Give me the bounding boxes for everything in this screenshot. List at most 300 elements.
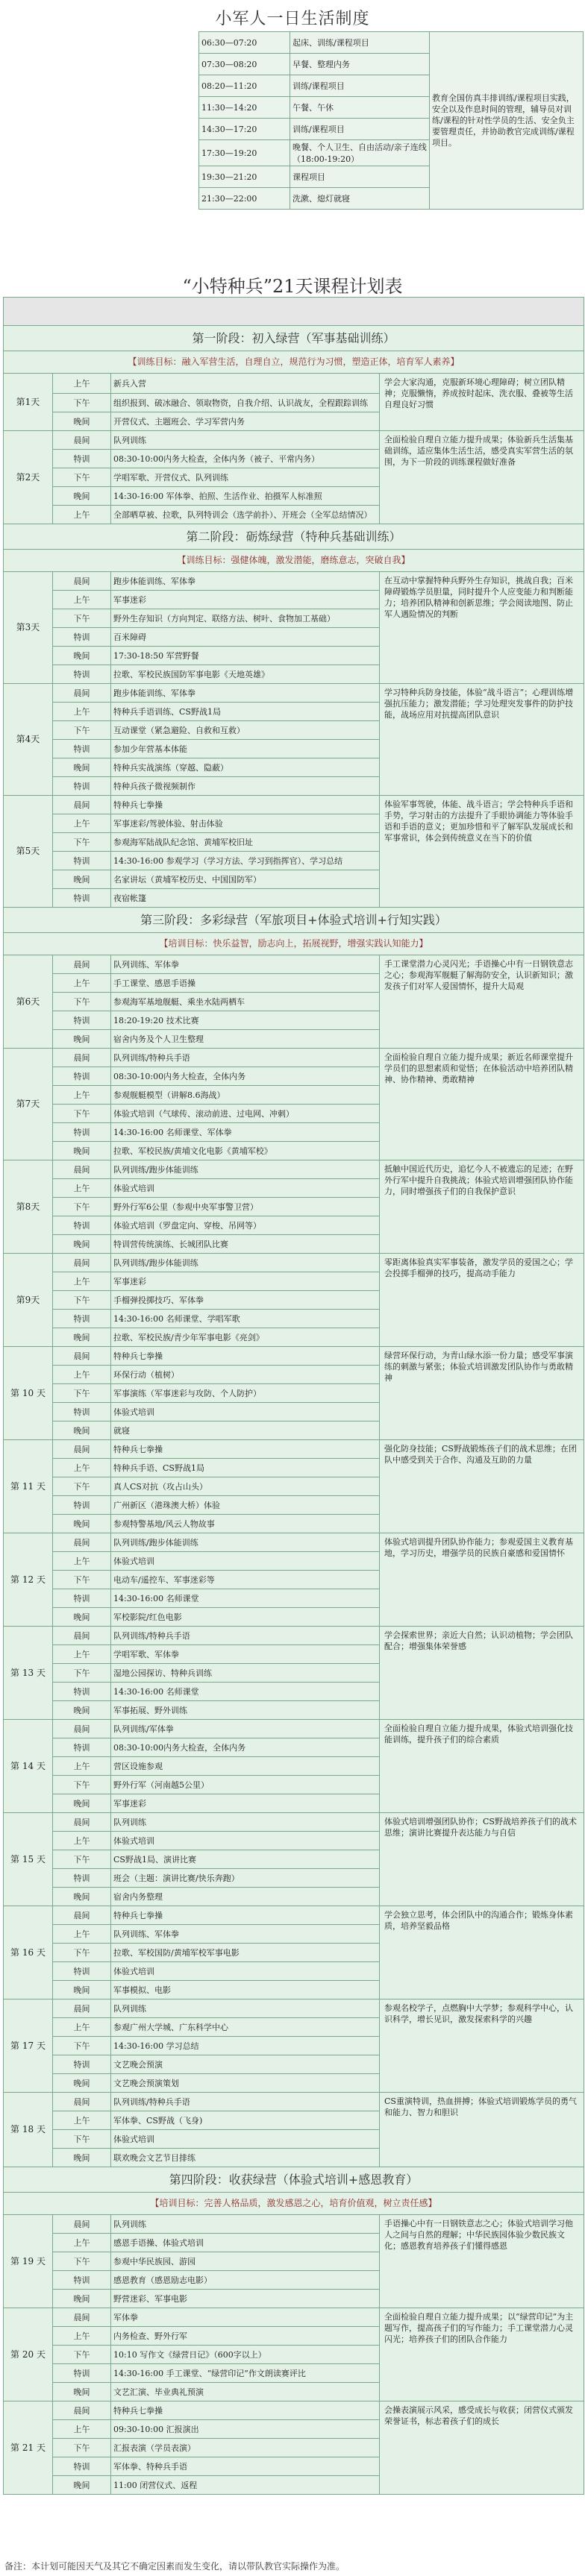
activity-cell: 14:30-16:00 名师课堂、学唱军歌 <box>111 1310 380 1328</box>
schedule-activity: 早餐、整理内务 <box>290 54 430 75</box>
activity-cell: 文艺汇演、毕业典礼预演 <box>111 2383 380 2401</box>
activity-cell: 文艺晚会预演策划 <box>111 2074 380 2093</box>
period-label: 晚间 <box>53 1515 111 1533</box>
activity-cell: CS野战1局、演讲比赛 <box>111 1850 380 1869</box>
schedule-time: 06:30—07:20 <box>199 32 290 54</box>
day-note: 全面检验自理自立能力提升成果，体验式培训强化技能训练，提升孩子们的综合素质 <box>380 1720 584 1813</box>
period-label: 特训 <box>53 1011 111 1030</box>
phase-title: 第一阶段：初入绿营（军事基础训练） <box>4 326 584 351</box>
day-label: 第 10 天 <box>4 1347 53 1440</box>
activity-cell: 特种兵七拳操 <box>111 796 380 814</box>
activity-cell: 环保行动（植树） <box>111 1366 380 1384</box>
activity-cell: 队列训练/跑步体能训练 <box>111 1160 380 1179</box>
activity-cell: 队列训练 <box>111 1999 380 2018</box>
footer-note: 备注：本计划可能因天气及其它不确定因素而发生变化，请以带队教官实际操作为准。 <box>4 2561 345 2572</box>
day-label: 第 13 天 <box>4 1627 53 1720</box>
day-note: 全面检验自理自立能力提升成果；新近名师课堂提升学员们的思想素质和觉悟；在体验活动中培养团队精神、协作精神、勇敢精神 <box>380 1049 584 1160</box>
period-label: 晨间 <box>53 431 111 450</box>
phase-title: 第三阶段：多彩绿营（军旅项目+体验式培训+行知实践） <box>4 908 584 933</box>
activity-cell: 队列训练、军体拳 <box>111 955 380 974</box>
activity-cell: 特种兵七拳操 <box>111 1906 380 1925</box>
activity-cell: 真人CS对抗（攻占山头） <box>111 1477 380 1496</box>
day-note: 体验军事驾驶，体能、战斗语言；学会特种兵手语和手势，学习射击的方法提升了手眼协调能力等体验手语和手语的意义；更加珍惜和平了解军队发展成长和军事常识，体会到传统意义在当下的价值 <box>380 796 584 908</box>
period-label: 晨间 <box>53 2308 111 2327</box>
period-label: 特训 <box>53 1683 111 1701</box>
activity-cell: 队列训练/军体拳 <box>111 1720 380 1738</box>
activity-cell: 拉歌、军校民族/青少年军事电影《亮剑》 <box>111 1328 380 1347</box>
period-label: 上午 <box>53 1086 111 1105</box>
day-label: 第 14 天 <box>4 1720 53 1813</box>
day-note: 参观名校学子，点燃胸中大学梦；参观科学中心，认识科学，增长见识，激发探索科学的兴趣 <box>380 1999 584 2093</box>
period-label: 特训 <box>53 852 111 870</box>
period-label: 下午 <box>53 1105 111 1123</box>
period-label: 晚间 <box>53 487 111 506</box>
activity-cell: 跑步体能训练、军体拳 <box>111 684 380 703</box>
period-label: 下午 <box>53 1571 111 1589</box>
schedule-time: 19:30—21:20 <box>199 166 290 188</box>
activity-cell: 体验式培训 <box>111 1552 380 1571</box>
activity-cell: 队列训练、军体拳 <box>111 1925 380 1944</box>
activity-cell: 体验式培训 <box>111 2130 380 2149</box>
schedule-activity: 训练/课程项目 <box>290 119 430 140</box>
activity-cell: 14:30-16:00 名师课堂 <box>111 1683 380 1701</box>
activity-cell: 体验式培训 <box>111 1832 380 1850</box>
day-note: 学会探索世界；亲近大自然；认识动植物；学会团队配合；增强集体荣誉感 <box>380 1627 584 1720</box>
course-row <box>4 1440 584 1459</box>
schedule-time: 07:30—08:20 <box>199 54 290 75</box>
period-label: 上午 <box>53 1366 111 1384</box>
activity-cell: 野外行军（河南越5公里） <box>111 1776 380 1794</box>
period-label: 晨间 <box>53 2401 111 2420</box>
period-label: 下午 <box>53 1944 111 1962</box>
activity-cell: 队列训练/特种兵手语 <box>111 2093 380 2111</box>
period-label: 下午 <box>53 721 111 740</box>
period-label: 特训 <box>53 1123 111 1142</box>
activity-cell: 军体拳 <box>111 2308 380 2327</box>
period-label: 上午 <box>53 814 111 833</box>
activity-cell: 队列训练 <box>111 431 380 450</box>
activity-cell: 14:30-16:00 名师课堂 <box>111 1589 380 1608</box>
activity-cell: 特种兵七拳操 <box>111 2401 380 2420</box>
activity-cell: 08:30-10:00内务大检查，全体内务（被子、平常内务） <box>111 450 380 468</box>
day-label: 第 11 天 <box>4 1440 53 1533</box>
schedule-time: 21:30—22:00 <box>199 188 290 210</box>
period-label: 特训 <box>53 2055 111 2074</box>
period-label: 特训 <box>53 1310 111 1328</box>
activity-cell: 学唱军歌、军体拳 <box>111 1645 380 1664</box>
period-label: 晚间 <box>53 1608 111 1627</box>
period-label: 特训 <box>53 2364 111 2383</box>
period-label: 特训 <box>53 628 111 647</box>
activity-cell: 名家讲坛（黄埔军校历史、中国国防军） <box>111 870 380 889</box>
course-row <box>4 1049 584 1067</box>
activity-cell: 军事迷彩 <box>111 591 380 609</box>
day-label: 第 12 天 <box>4 1533 53 1627</box>
activity-cell: 特种兵七拳操 <box>111 1347 380 1366</box>
activity-cell: 班会（主题：演讲比赛/快乐奔跑） <box>111 1869 380 1888</box>
header-band <box>4 298 584 326</box>
period-label: 晚间 <box>53 870 111 889</box>
course-row <box>4 374 584 394</box>
course-row <box>4 1906 584 1925</box>
activity-cell: 特种兵实战演练（穿越、隐蔽） <box>111 758 380 777</box>
day-note: 在互动中掌握特种兵野外生存知识，挑战自我；百米障碍锻炼学员胆量，同时提升个人应变能力和判断能力；培养团队精神和创新思维；学会阅读地图、防止军人遇险情况的判断 <box>380 572 584 684</box>
period-label: 特训 <box>53 1067 111 1086</box>
period-label: 晚间 <box>53 1328 111 1347</box>
course-row <box>4 2093 584 2111</box>
activity-cell: 军事模拟、电影 <box>111 1981 380 1999</box>
period-label: 晚间 <box>53 2074 111 2093</box>
period-label: 上午 <box>53 703 111 721</box>
activity-cell: 08:30-10:00内务大检查，全体内务 <box>111 1738 380 1757</box>
day-label: 第2天 <box>4 431 53 524</box>
period-label: 晨间 <box>53 1160 111 1179</box>
day-label: 第3天 <box>4 572 53 684</box>
period-label: 晨间 <box>53 1813 111 1832</box>
activity-cell: 夜宿帐篷 <box>111 889 380 908</box>
course-row <box>4 431 584 450</box>
period-label: 上午 <box>53 1272 111 1291</box>
period-label: 下午 <box>53 2346 111 2364</box>
activity-cell: 野外行军6公里（参观中央军事警卫营） <box>111 1198 380 1216</box>
activity-cell: 参观海军陆战队纪念馆、黄埔军校旧址 <box>111 833 380 852</box>
activity-cell: 电动车/遥控车、军事迷彩等 <box>111 1571 380 1589</box>
period-label: 晨间 <box>53 955 111 974</box>
period-label: 下午 <box>53 1291 111 1310</box>
activity-cell: 营区设施参观 <box>111 1757 380 1776</box>
period-label: 上午 <box>53 1459 111 1477</box>
activity-cell: 军事迷彩 <box>111 1794 380 1813</box>
schedule-activity: 起床、训练/课程项目 <box>290 32 430 54</box>
period-label: 晨间 <box>53 1627 111 1645</box>
day-note: 体验式培训提升团队协作能力；参观爱国主义教育基地，学习历史，增强学员的民族自豪感和爱国情怀 <box>380 1533 584 1627</box>
activity-cell: 野外生存知识（方向判定、联络方法、树叶、食物加工基础） <box>111 609 380 628</box>
period-label: 晚间 <box>53 412 111 431</box>
period-label: 晚间 <box>53 1888 111 1906</box>
activity-cell: 14:30-16:00 手工课堂、“绿营印记”作文朗读赛评比 <box>111 2364 380 2383</box>
schedule-time: 11:30—14:20 <box>199 97 290 119</box>
activity-cell: 内务检查、野外行军 <box>111 2327 380 2346</box>
activity-cell: 学唱军歌、开营仪式、队列训练 <box>111 468 380 487</box>
day-label: 第 20 天 <box>4 2308 53 2401</box>
day-label: 第4天 <box>4 684 53 796</box>
period-label: 上午 <box>53 1925 111 1944</box>
activity-cell: 手工课堂、感恩手语操 <box>111 974 380 993</box>
period-label: 晨间 <box>53 1720 111 1738</box>
course-title: “小特种兵”21天课程计划表 <box>182 276 403 297</box>
activity-cell: 体验式培训（罗盘定向、穿梭、吊网等） <box>111 1216 380 1235</box>
activity-cell: 队列训练/特种兵手语 <box>111 1627 380 1645</box>
day-note: 绿营环保行动，为青山绿水添一份力量；感受军事演练的刺激与紧张；体验式培训激发团队协作与勇敢精神 <box>380 1347 584 1440</box>
period-label: 晨间 <box>53 1440 111 1459</box>
period-label: 特训 <box>53 1738 111 1757</box>
activity-cell: 特种兵七拳操 <box>111 1440 380 1459</box>
activity-cell: 汇报表演（学员表演） <box>111 2439 380 2457</box>
day-note: 学会大家沟通，克服新环境心理障碍；树立团队精神；克服懒惰，养成按时起床、洗衣服、叠被等生活自理良好习惯 <box>380 374 584 431</box>
period-label: 上午 <box>53 974 111 993</box>
day-note: 学习特种兵防身技能，体验“战斗语言”；心理训练增强抗压能力；激发潜能；学习处理突发事件的防护技能，战场应用对抗提高团队意识 <box>380 684 584 796</box>
activity-cell: 队列训练 <box>111 1813 380 1832</box>
phase-goal: 【培训目标：快乐益智，励志向上，拓展视野，增强实践认知能力】 <box>4 933 584 955</box>
activity-cell: 野营迷彩、军事电影 <box>111 2290 380 2308</box>
period-label: 晨间 <box>53 1347 111 1366</box>
period-label: 晨间 <box>53 572 111 591</box>
schedule-note: 教育全国仿真丰排训练/课程项目实践，安全以及作息时间的管理，辅导员对训练/课程的针对性学员的生活、安全负主要管理责任，并协助教官完成训练/课程项目。 <box>430 32 584 210</box>
period-label: 晚间 <box>53 2290 111 2308</box>
course-row <box>4 1999 584 2018</box>
activity-cell: 14:30-16:00 名师课堂、军体拳 <box>111 1123 380 1142</box>
phase-goal: 【训练目标：强健体魄，激发潜能，磨练意志，突破自我】 <box>4 550 584 572</box>
activity-cell: 军事演练（军事迷彩与攻防、个人防护） <box>111 1384 380 1403</box>
period-label: 上午 <box>53 591 111 609</box>
period-label: 晚间 <box>53 1421 111 1440</box>
activity-cell: 特训营传统演练、长城团队比赛 <box>111 1235 380 1254</box>
activity-cell: 拉歌、军校国防/黄埔军校军事电影 <box>111 1944 380 1962</box>
day-note: 学会独立思考，体会团队中的沟通合作；锻炼身体素质，培养坚毅品格 <box>380 1906 584 1999</box>
period-label: 下午 <box>53 1198 111 1216</box>
activity-cell: 14:30-16:00 参观学习（学习方法、学习到指挥官）、学习总结 <box>111 852 380 870</box>
period-label: 晨间 <box>53 1254 111 1272</box>
activity-cell: 互动课堂（紧急避险、自救和互救） <box>111 721 380 740</box>
period-label: 晚间 <box>53 1142 111 1160</box>
activity-cell: 参观广州大学城、广东科学中心 <box>111 2018 380 2037</box>
activity-cell: 全部晒草被、拉歌，队列特训会（选学前扑）、开班会（全军总结情况） <box>111 506 380 524</box>
period-label: 晨间 <box>53 1533 111 1552</box>
schedule-time: 08:20—11:20 <box>199 75 290 97</box>
activity-cell: 军事拓展、野外训练 <box>111 1701 380 1720</box>
activity-cell: 感恩教育（感恩励志电影） <box>111 2271 380 2290</box>
period-label: 上午 <box>53 1645 111 1664</box>
activity-cell: 联欢晚会文艺节目排练 <box>111 2149 380 2167</box>
phase-goal: 【培训目标：完善人格品质，激发感恩之心，培育价值观，树立责任感】 <box>4 2193 584 2215</box>
activity-cell: 特种兵孩子微视频制作 <box>111 777 380 796</box>
schedule-activity: 课程项目 <box>290 166 430 188</box>
period-label: 晨间 <box>53 684 111 703</box>
period-label: 下午 <box>53 993 111 1011</box>
day-label: 第1天 <box>4 374 53 431</box>
schedule-title: 小军人一日生活制度 <box>215 10 370 28</box>
period-label: 下午 <box>53 1850 111 1869</box>
day-note: 手语操心中有一日钢铁意志之心；体验式培训学习他人之间与自然的理解；中华民族园体验少数民族文化；感恩教育培养孩子们懂得感恩 <box>380 2215 584 2308</box>
schedule-activity: 训练/课程项目 <box>290 75 430 97</box>
activity-cell: 参观中华民族园、游园 <box>111 2252 380 2271</box>
period-label: 晚间 <box>53 2476 111 2495</box>
day-label: 第 21 天 <box>4 2401 53 2495</box>
activity-cell: 体验式培训（气球传、滚动前进、过电网、冲刺） <box>111 1105 380 1123</box>
day-note: CS重演特训，热血拼搏；体验式培训锻炼学员的勇气和能力、智力和胆识 <box>380 2093 584 2167</box>
day-note: 会操表演展示风采，感受成长与收获；闭营仪式颁发荣誉证书，标志着孩子们的成长 <box>380 2401 584 2495</box>
activity-cell: 拉歌、军校民族国防军事电影《天地英雄》 <box>111 665 380 684</box>
course-row <box>4 1533 584 1552</box>
period-label: 下午 <box>53 2037 111 2055</box>
period-label: 特训 <box>53 2271 111 2290</box>
activity-cell: 文艺晚会预演 <box>111 2055 380 2074</box>
activity-cell: 队列训练/跑步体能训练 <box>111 1254 380 1272</box>
period-label: 特训 <box>53 1589 111 1608</box>
activity-cell: 队列训练 <box>111 2215 380 2234</box>
period-label: 下午 <box>53 2439 111 2457</box>
period-label: 特训 <box>53 1403 111 1421</box>
activity-cell: 开营仪式、主题班会、学习军营内务 <box>111 412 380 431</box>
period-label: 上午 <box>53 2234 111 2252</box>
period-label: 晨间 <box>53 1906 111 1925</box>
day-label: 第7天 <box>4 1049 53 1160</box>
period-label: 上午 <box>53 1757 111 1776</box>
period-label: 特训 <box>53 1869 111 1888</box>
period-label: 下午 <box>53 833 111 852</box>
activity-cell: 参观海军基地舰艇、乘坐水陆两栖车 <box>111 993 380 1011</box>
period-label: 下午 <box>53 1776 111 1794</box>
course-row <box>4 796 584 814</box>
schedule-activity: 洗漱、熄灯就寝 <box>290 188 430 210</box>
activity-cell: 参观舰艇模型（讲解8.6海战） <box>111 1086 380 1105</box>
period-label: 上午 <box>53 2420 111 2439</box>
activity-cell: 14:30-16:00 学习总结 <box>111 2037 380 2055</box>
period-label: 晨间 <box>53 796 111 814</box>
period-label: 上午 <box>53 374 111 394</box>
activity-cell: 手榴弹投掷技巧、军体拳 <box>111 1291 380 1310</box>
day-note: 强化防身技能；CS野战锻炼孩子们的战术思维；在团队中感受到关于合作、沟通及互助的力量 <box>380 1440 584 1533</box>
period-label: 晚间 <box>53 2149 111 2167</box>
course-row <box>4 2215 584 2234</box>
activity-cell: 队列训练/特种兵手语 <box>111 1049 380 1067</box>
course-row <box>4 2401 584 2420</box>
period-label: 下午 <box>53 1664 111 1683</box>
day-note: 体验式培训增强团队协作；CS野战培养孩子们的战术思维；演讲比赛提升表达能力与自信 <box>380 1813 584 1906</box>
day-note: 全面检验自理自立能力提升成果；体验新兵生活集基础训练，适应集体生活生活，感受真实军营生活的氛围，为下一阶段的训练课程做好准备 <box>380 431 584 524</box>
activity-cell: 14:30-16:00 军体拳、拍照、生活作业、拍摄军人标准照 <box>111 487 380 506</box>
activity-cell: 感恩手语操、体验式培训 <box>111 2234 380 2252</box>
day-label: 第 19 天 <box>4 2215 53 2308</box>
activity-cell: 组织报到、破冰融合、领取物资，自我介绍、认识战友，全程跟踪训练 <box>111 394 380 412</box>
day-label: 第8天 <box>4 1160 53 1254</box>
activity-cell: 体验式培训 <box>111 1179 380 1198</box>
period-label: 特训 <box>53 2457 111 2476</box>
day-note: 手工课堂潜力心灵闪光；手语操心中有一日钢铁意志之心；参观海军舰艇了解海防安全，认识新知识；激发孩子们对军人爱国情怀，提升大局观 <box>380 955 584 1049</box>
activity-cell: 参观特警基地/风云人物故事 <box>111 1515 380 1533</box>
activity-cell: 特种兵手语、CS野战1局 <box>111 1459 380 1477</box>
activity-cell: 湿地公园探访、特种兵训练 <box>111 1664 380 1683</box>
period-label: 晚间 <box>53 1794 111 1813</box>
activity-cell: 09:30-10:00 汇报演出 <box>111 2420 380 2439</box>
period-label: 特训 <box>53 889 111 908</box>
activity-cell: 跑步体能训练、军体拳 <box>111 572 380 591</box>
activity-cell: 10:10 写作文《绿营日记》（600字以上） <box>111 2346 380 2364</box>
period-label: 下午 <box>53 2252 111 2271</box>
period-label: 上午 <box>53 1832 111 1850</box>
day-label: 第9天 <box>4 1254 53 1347</box>
day-label: 第 18 天 <box>4 2093 53 2167</box>
period-label: 晚间 <box>53 758 111 777</box>
period-label: 特训 <box>53 1216 111 1235</box>
activity-cell: 拉歌、军校民族/黄埔文化电影《黄埔军校》 <box>111 1142 380 1160</box>
course-row <box>4 1627 584 1645</box>
activity-cell: 宿舍内务整理 <box>111 1888 380 1906</box>
period-label: 下午 <box>53 2130 111 2149</box>
schedule-time: 14:30—17:20 <box>199 119 290 140</box>
period-label: 特训 <box>53 1962 111 1981</box>
schedule-activity: 晚餐、个人卫生、自由活动/亲子连线（18:00-19:20） <box>290 140 430 166</box>
period-label: 上午 <box>53 2018 111 2037</box>
schedule-row <box>199 32 584 54</box>
period-label: 晚间 <box>53 1981 111 1999</box>
period-label: 晚间 <box>53 1701 111 1720</box>
period-label: 上午 <box>53 1552 111 1571</box>
day-label: 第5天 <box>4 796 53 908</box>
period-label: 下午 <box>53 468 111 487</box>
period-label: 特训 <box>53 1496 111 1515</box>
course-plan-table <box>3 297 584 2495</box>
period-label: 晨间 <box>53 1999 111 2018</box>
period-label: 下午 <box>53 1384 111 1403</box>
period-label: 晚间 <box>53 1030 111 1049</box>
day-note: 零距离体验真实军事装备，激发学员的爱国之心；学会投掷手榴弹的技巧，提高动手能力 <box>380 1254 584 1347</box>
activity-cell: 军校影院/红色电影 <box>111 1608 380 1627</box>
day-label: 第 16 天 <box>4 1906 53 1999</box>
period-label: 下午 <box>53 394 111 412</box>
day-label: 第 15 天 <box>4 1813 53 1906</box>
activity-cell: 特种兵手语训练、CS野战1局 <box>111 703 380 721</box>
activity-cell: 体验式培训 <box>111 1962 380 1981</box>
course-row <box>4 1347 584 1366</box>
course-row <box>4 1254 584 1272</box>
course-row <box>4 1813 584 1832</box>
period-label: 上午 <box>53 506 111 524</box>
period-label: 晚间 <box>53 2383 111 2401</box>
period-label: 上午 <box>53 2327 111 2346</box>
course-row <box>4 1720 584 1738</box>
activity-cell: 军体拳、特种兵手语 <box>111 2457 380 2476</box>
day-note: 全面检验自理自立能力提升成果；以“绿营印记”为主题写作，提高孩子们的写作能力；手工课堂潜力心灵闪光；培养孩子们的团队合作能力 <box>380 2308 584 2401</box>
phase-title: 第二阶段：砺炼绿营（特种兵基础训练） <box>4 524 584 550</box>
course-row <box>4 1160 584 1179</box>
activity-cell: 军事迷彩 <box>111 1272 380 1291</box>
activity-cell: 宿舍内务及个人卫生整理 <box>111 1030 380 1049</box>
period-label: 特训 <box>53 777 111 796</box>
schedule-time: 17:30—19:20 <box>199 140 290 166</box>
activity-cell: 百米障碍 <box>111 628 380 647</box>
phase-goal: 【训练目标：融入军营生活，自理自立，规范行为习惯，塑造正体，培育军人素养】 <box>4 351 584 374</box>
course-row <box>4 2308 584 2327</box>
period-label: 上午 <box>53 1179 111 1198</box>
activity-cell: 广州新区（港珠澳大桥）体验 <box>111 1496 380 1515</box>
period-label: 晨间 <box>53 2215 111 2234</box>
phase-title: 第四阶段：收获绿营（体验式培训+感恩教育） <box>4 2167 584 2193</box>
period-label: 晚间 <box>53 647 111 665</box>
day-label: 第6天 <box>4 955 53 1049</box>
activity-cell: 17:30-18:50 军营野餐 <box>111 647 380 665</box>
activity-cell: 新兵入营 <box>111 374 380 394</box>
day-label: 第 17 天 <box>4 1999 53 2093</box>
period-label: 晚间 <box>53 1235 111 1254</box>
course-row <box>4 572 584 591</box>
day-note: 抵触中国近代历史，追忆今人不被遗忘的足迹；在野外行军中提升自我挑战；体验式培训增强团队协作能力，同时增强孩子们的自我保护意识 <box>380 1160 584 1254</box>
course-row <box>4 684 584 703</box>
period-label: 上午 <box>53 2111 111 2130</box>
activity-cell: 体验式培训 <box>111 1403 380 1421</box>
daily-schedule-table <box>198 31 584 210</box>
activity-cell: 08:30-10:00内务大检查，全体内务 <box>111 1067 380 1086</box>
period-label: 下午 <box>53 1477 111 1496</box>
period-label: 下午 <box>53 609 111 628</box>
course-row <box>4 955 584 974</box>
activity-cell: 18:20-19:20 技术比赛 <box>111 1011 380 1030</box>
activity-cell: 军事迷彩/驾驶体验、射击体验 <box>111 814 380 833</box>
activity-cell: 队列训练/跑步体能训练 <box>111 1533 380 1552</box>
schedule-activity: 午餐、午休 <box>290 97 430 119</box>
period-label: 特训 <box>53 450 111 468</box>
period-label: 特训 <box>53 665 111 684</box>
